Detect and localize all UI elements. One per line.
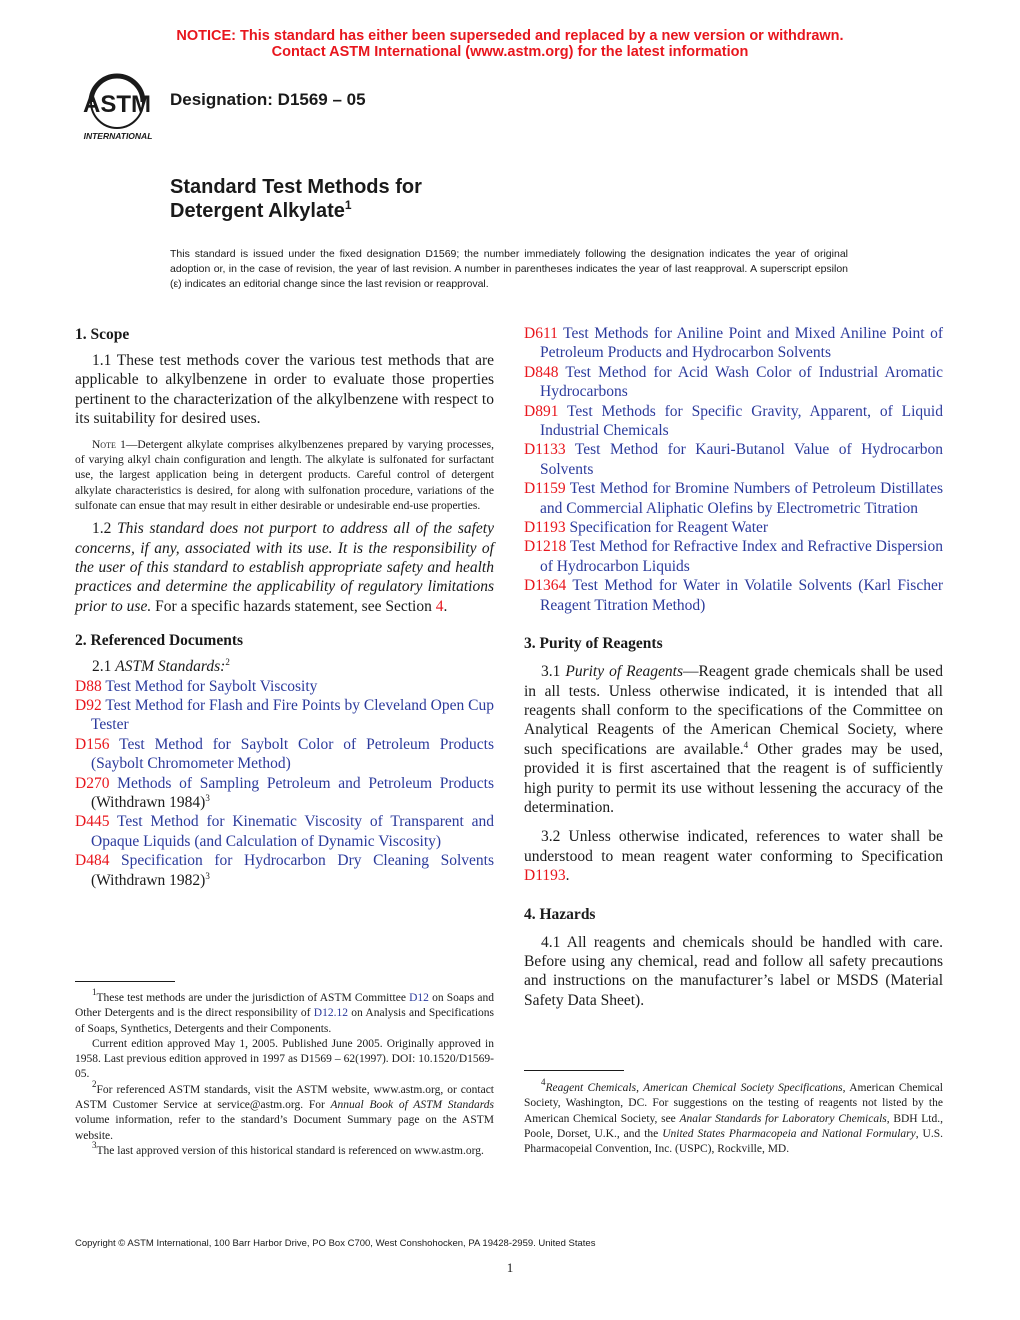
- fn4-i2: Analar Standards for Laboratory Chemicals: [679, 1112, 887, 1125]
- ref-code[interactable]: D88: [75, 677, 102, 695]
- heading-hazards: 4. Hazards: [524, 905, 596, 923]
- heading-scope: 1. Scope: [75, 326, 130, 343]
- footnote-1: [75, 987, 495, 1037]
- fn3-text: The last approved version of this historical standard is referenced on www.astm.org.: [96, 1144, 484, 1157]
- refdocs-sub-italic: ASTM Standards:: [115, 658, 226, 676]
- fn4-b: , BDH Ltd., Poole, Dorset, U.K., and the: [524, 1112, 943, 1140]
- fn2-italic: Annual Book of ASTM Standards: [330, 1099, 494, 1112]
- ref-suffix: (Withdrawn 1982): [91, 871, 206, 889]
- page-number: 1: [506, 1260, 514, 1275]
- purity-p2-text: 3.2 Unless otherwise indicated, references to water shall be understood to mean reagent water conforming to Specification: [524, 828, 943, 865]
- hazards-para-1: 4.1 All reagents and chemicals should be handled with care. Before using any chemical, read and follow all safety precautions and instructions on the manufacturer’s label or MSDS (Material Safety Data Sheet).: [524, 933, 943, 1009]
- ref-title[interactable]: Test Methods for Aniline Point and Mixed Aniline Point of Petroleum Products and Hydrocarbon Solvents: [540, 325, 943, 362]
- astm-standards-subheading: [75, 657, 494, 676]
- left-column: [75, 325, 494, 890]
- scope-para-2-tail: For a specific hazards statement, see Section: [151, 597, 436, 615]
- ref-item-d1193[interactable]: [524, 518, 943, 537]
- right-column: [524, 324, 943, 1010]
- title-footnote-ref: 1: [344, 198, 352, 212]
- ref-code[interactable]: D1133: [524, 441, 566, 459]
- scope-para-2-end: .: [443, 597, 448, 615]
- astm-logo: [74, 72, 164, 144]
- d1193-link[interactable]: D1193: [524, 867, 566, 885]
- fn1-c: on Analysis and Specifications of Soaps, Synthetics, Detergents and their Components.: [75, 1007, 495, 1035]
- purity-p1-sup: 4: [743, 739, 749, 750]
- ref-sup: 3: [205, 870, 210, 881]
- ref-item-d848[interactable]: [524, 363, 943, 402]
- logo-text: ASTM: [83, 91, 151, 118]
- fn3-sup: 3: [92, 1139, 97, 1150]
- ref-item-d1364[interactable]: [524, 576, 943, 615]
- fn2-a: For referenced ASTM standards, visit the ASTM website, www.astm.org, or contact ASTM Customer Service at service@astm.org. For: [75, 1083, 494, 1112]
- refdocs-sub-num: 2.1: [92, 658, 116, 676]
- ref-title[interactable]: Test Method for Kinematic Viscosity of Transparent and Opaque Liquids (and Calculation of Dynamic Viscosity): [91, 813, 494, 850]
- scope-para-2-italic: This standard does not purport to address all of the safety concerns, if any, associated with its use. It is the responsibility of the user of this standard to establish appropriate safety and health practices and determine the applicability of regulatory limitations prior to use.: [75, 520, 494, 615]
- note-label: Note 1: [92, 438, 126, 451]
- footnote-1-edition: Current edition approved May 1, 2005. Published June 2005. Originally approved in 1958. Last previous edition approved in 1997 as D1569 – 62(1997). DOI: 10.1520/D1569-05.: [75, 1037, 494, 1081]
- fn2-sup: 2: [92, 1078, 97, 1089]
- ref-code[interactable]: D1193: [524, 519, 566, 537]
- ref-title[interactable]: Test Method for Refractive Index and Refractive Dispersion of Hydrocarbon Liquids: [540, 538, 943, 575]
- scope-para-2-num: 1.2: [92, 520, 118, 538]
- ref-title[interactable]: Test Method for Saybolt Viscosity: [105, 677, 318, 695]
- ref-title[interactable]: Specification for Reagent Water: [569, 519, 769, 537]
- ref-title[interactable]: Test Method for Water in Volatile Solvents (Karl Fischer Reagent Titration Method): [540, 577, 943, 614]
- ref-code[interactable]: D891: [524, 402, 559, 420]
- purity-para-1: [524, 662, 943, 817]
- fn4-i3: United States Pharmacopeia and National Formulary: [662, 1127, 916, 1140]
- footnote-3: [75, 1139, 494, 1159]
- ref-item-d1218[interactable]: [524, 537, 943, 576]
- ref-item-d1133[interactable]: [524, 440, 943, 479]
- ref-code[interactable]: D1218: [524, 538, 567, 556]
- ref-item-d270[interactable]: [75, 774, 494, 813]
- heading-purity-of-reagents: 3. Purity of Reagents: [524, 635, 663, 653]
- designation: Designation: D1569 – 05: [170, 90, 366, 109]
- footnote-rule-right: [524, 1070, 624, 1071]
- committee-d12-link[interactable]: D12: [409, 992, 429, 1004]
- copyright: Copyright © ASTM International, 100 Barr Harbor Drive, PO Box C700, West Conshohocken, PA 19428-2959. United States: [75, 1238, 596, 1249]
- footnote-rule-left: [75, 981, 175, 982]
- ref-item-d445[interactable]: [75, 812, 494, 851]
- ref-code[interactable]: D484: [75, 852, 110, 870]
- ref-title[interactable]: Test Method for Bromine Numbers of Petroleum Distillates and Commercial Aliphatic Olefins by Electrometric Titration: [540, 480, 943, 517]
- fn4-c: , U.S. Pharmacopeial Convention, Inc. (USPC), Rockville, MD.: [524, 1127, 943, 1156]
- ref-code[interactable]: D1159: [524, 480, 566, 498]
- purity-p1-italic: Purity of Reagents: [565, 663, 683, 681]
- note-1: [75, 438, 494, 514]
- logo-subtext: INTERNATIONAL: [83, 131, 153, 141]
- ref-sup: 3: [205, 792, 210, 803]
- ref-item-d88[interactable]: [75, 677, 494, 696]
- scope-para-1: 1.1 These test methods cover the various test methods that are applicable to alkylbenzene in order to evaluate those properties pertinent to the characterization of the alkylbenzene with respect to its suitability for desired uses.: [75, 352, 494, 428]
- title-line-2-text: Detergent Alkylate: [170, 200, 345, 222]
- subcommittee-d12-12-link[interactable]: D12.12: [313, 1007, 348, 1020]
- fn1-b: on Soaps and Other Detergents and is the direct responsibility of: [75, 992, 494, 1020]
- heading-referenced-documents: 2. Referenced Documents: [75, 632, 244, 650]
- title-line-2: [170, 199, 352, 223]
- footnote-4: [524, 1077, 943, 1157]
- ref-item-d484[interactable]: [75, 851, 494, 890]
- ref-title[interactable]: Test Method for Acid Wash Color of Industrial Aromatic Hydrocarbons: [540, 363, 943, 401]
- ref-title[interactable]: Test Method for Kauri-Butanol Value of Hydrocarbon Solvents: [540, 441, 943, 478]
- purity-p1-num: 3.1: [541, 663, 566, 681]
- title-line-1: Standard Test Methods for: [170, 176, 422, 198]
- footnotes-left: [75, 987, 495, 1159]
- purity-p1-text: —Reagent grade chemicals shall be used in all tests. Unless otherwise indicated, it is intended that all reagents shall conform to the specifications of the Committee on Analytical Reagents of the American Chemical Society, where such specifications are available.: [524, 663, 943, 758]
- footnote-2: [75, 1078, 494, 1144]
- refdocs-sub-sup: 2: [225, 657, 230, 668]
- ref-item-d611[interactable]: [524, 324, 943, 363]
- footnotes-right: [524, 1077, 943, 1157]
- ref-title[interactable]: Test Method for Saybolt Color of Petroleum Products (Saybolt Chromometer Method): [91, 735, 494, 773]
- fn1-sup: 1: [92, 987, 97, 997]
- ref-item-d891[interactable]: [524, 402, 943, 441]
- ref-code[interactable]: D445: [75, 813, 110, 831]
- fn4-i1: Reagent Chemicals, American Chemical Society Specifications: [545, 1082, 843, 1094]
- fn4-a: , American Chemical Society, Washington, DC. For suggestions on the testing of reagents not listed by the American Chemical Society, see: [524, 1082, 943, 1125]
- ref-code[interactable]: D611: [524, 325, 558, 342]
- fn4-sup: 4: [541, 1077, 546, 1087]
- ref-code[interactable]: D1364: [524, 577, 567, 595]
- purity-p1-text2: Other grades may be used, provided it is first ascertained that the reagent is of sufficiently high purity to permit its use without lessening the accuracy of the determination.: [524, 740, 943, 816]
- ref-code[interactable]: D92: [75, 696, 102, 714]
- ref-item-d156[interactable]: [75, 735, 494, 774]
- ref-code[interactable]: D156: [75, 735, 110, 753]
- ref-suffix: (Withdrawn 1984): [91, 793, 206, 811]
- fn1-a: These test methods are under the jurisdiction of ASTM Committee: [96, 992, 410, 1004]
- ref-title[interactable]: Test Methods for Specific Gravity, Apparent, of Liquid Industrial Chemicals: [540, 402, 943, 440]
- ref-item-d92[interactable]: [75, 696, 494, 735]
- ref-code[interactable]: D848: [524, 363, 559, 381]
- ref-code[interactable]: D270: [75, 774, 110, 792]
- purity-p2-end: .: [565, 867, 570, 885]
- purity-para-2: [524, 827, 943, 885]
- ref-list-right: [524, 324, 943, 615]
- notice-line-2: Contact ASTM International (www.astm.org) for the latest information: [271, 44, 749, 60]
- ref-item-d1159[interactable]: [524, 479, 943, 518]
- ref-title[interactable]: Test Method for Flash and Fire Points by Cleveland Open Cup Tester: [91, 696, 494, 734]
- fn2-b: volume information, refer to the standard’s Document Summary page on the ASTM website.: [75, 1114, 494, 1142]
- scope-para-2: [75, 519, 494, 616]
- note-text: —Detergent alkylate comprises alkylbenzenes prepared by varying processes, of varying alkyl chain configuration and length. The alkylate is sulfonated for surfactant use, the largest application being in detergent products. Careful control of detergent alkylate characteristics is desired, for along with sulfonation procedure, variations of the sulfonate can ensue that may result in either desirable or undesirable end-use properties.: [75, 438, 495, 512]
- ref-title[interactable]: Specification for Hydrocarbon Dry Cleaning Solvents: [121, 852, 494, 870]
- ref-list-left: [75, 677, 494, 890]
- preamble: This standard is issued under the fixed designation D1569; the number immediately following the designation indicates the year of original adoption or, in the case of revision, the year of last revision. A number in parentheses indicates the year of last reapproval. A superscript epsilon (ε) indicates an editorial change since the last revision or reapproval.: [170, 248, 848, 290]
- ref-title[interactable]: Methods of Sampling Petroleum and Petroleum Products: [117, 774, 494, 792]
- notice-line-1: NOTICE: This standard has either been superseded and replaced by a new version or withdrawn.: [176, 28, 844, 44]
- section-4-link[interactable]: 4: [435, 597, 444, 615]
